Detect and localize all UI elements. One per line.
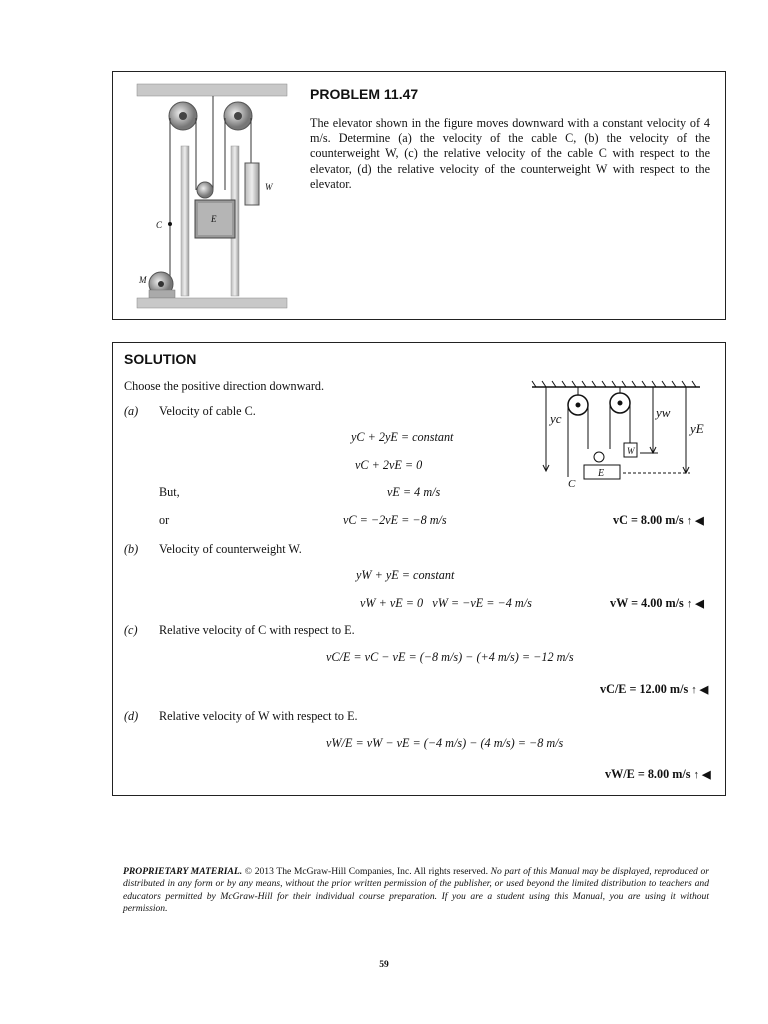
part-b-eq1: yW + yE = constant: [356, 568, 455, 582]
solution-box: [112, 342, 726, 796]
sketch-label-yw: yw: [656, 405, 671, 420]
answer-marker-icon: ◀: [695, 598, 704, 610]
part-a-eq4: vC = −2vE = −8 m/s: [343, 513, 447, 527]
arrow-up-icon: ↑: [691, 684, 697, 696]
part-d-heading: Relative velocity of W with respect to E.: [159, 709, 358, 723]
arrow-up-icon: ↑: [693, 769, 700, 781]
sketch-label-c: C: [568, 478, 576, 487]
answer-marker-icon: ◀: [702, 769, 711, 781]
part-d-answer-text: vW/E = 8.00 m/s: [605, 767, 691, 781]
part-b-answer-text: vW = 4.00 m/s: [610, 596, 684, 610]
part-d-eq1: vW/E = vW − vE = (−4 m/s) − (4 m/s) = −8 m/s: [326, 736, 564, 750]
sketch-label-yc: yc: [550, 411, 562, 426]
cable-label: C: [156, 220, 163, 230]
part-c-answer: [600, 682, 708, 697]
part-b-answer: [610, 596, 704, 611]
part-d-marker: (d): [124, 709, 139, 723]
arrow-up-icon: ↑: [686, 515, 693, 527]
footer-copyright: © 2013 The McGraw-Hill Companies, Inc. All rights reserved.: [244, 866, 488, 877]
part-b-eq2: vW + vE = 0 vW = −vE = −4 m/s: [360, 596, 532, 610]
sketch-label-ye: yE: [690, 421, 704, 436]
footer-notice: No part of this Manual may be displayed, reproduced or distributed in any form or by any means, without the prior written permission of the publisher, or used beyond the limited distribution to teachers and educators permitted by McGraw-Hill for their individual course preparation. If you are a student using this Manual, you are using it without permission.: [123, 866, 709, 915]
elevator-label: E: [211, 214, 217, 224]
part-a-eq3: vE = 4 m/s: [387, 485, 441, 499]
part-b-marker: (b): [124, 542, 139, 556]
part-c-heading: Relative velocity of C with respect to E.: [159, 623, 355, 637]
part-a-or-label: or: [159, 513, 170, 527]
part-c-eq1: vC/E = vC − vE = (−8 m/s) − (+4 m/s) = −12 m/s: [326, 650, 574, 664]
solution-title: SOLUTION: [124, 351, 197, 367]
part-b-heading: Velocity of counterweight W.: [159, 542, 302, 556]
part-a-but-label: But,: [159, 485, 180, 499]
answer-marker-icon: ◀: [695, 515, 704, 527]
sketch-label-w: W: [627, 446, 635, 456]
part-a-answer: [613, 513, 704, 528]
problem-box: [112, 71, 726, 320]
solution-intro: Choose the positive direction downward.: [124, 379, 325, 393]
part-a-eq1: yC + 2yE = constant: [351, 430, 454, 444]
part-a-eq2: vC + 2vE = 0: [355, 458, 423, 472]
footer-label: PROPRIETARY MATERIAL.: [123, 866, 243, 877]
problem-title: PROBLEM 11.47: [310, 86, 419, 102]
part-c-answer-text: vC/E = 12.00 m/s: [600, 682, 689, 696]
part-a-marker: (a): [124, 404, 139, 418]
part-a-answer-text: vC = 8.00 m/s: [613, 513, 684, 527]
elevator-figure: [133, 78, 303, 318]
motor-label: M: [139, 275, 147, 285]
hand-sketch: [528, 377, 708, 487]
part-a-heading: Velocity of cable C.: [159, 404, 256, 418]
copyright-footer: [123, 866, 709, 916]
counterweight-label: W: [265, 182, 273, 192]
page-number: 59: [379, 960, 389, 970]
problem-statement: The elevator shown in the figure moves downward with a constant velocity of 4 m/s. Determine (a) the velocity of the cable C, (b) the velocity of the counterweight W, (c) the relative velocity of the cable C with respect to the elevator, (d) the relative velocity of the counterweight W with respect to the elevator.: [310, 116, 710, 191]
part-d-answer: [605, 767, 711, 782]
sketch-label-e: E: [598, 468, 605, 479]
answer-marker-icon: ◀: [699, 684, 709, 696]
arrow-up-icon: ↑: [686, 598, 693, 610]
part-c-marker: (c): [124, 623, 138, 637]
